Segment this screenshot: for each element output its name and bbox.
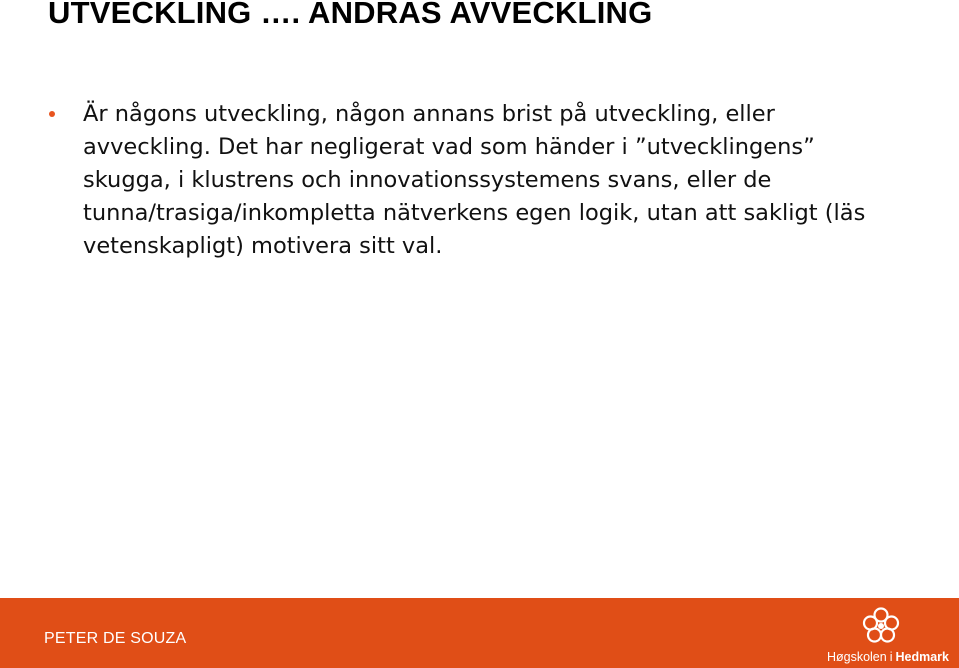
institution-logo xyxy=(819,606,949,666)
logo-text-separator: i xyxy=(889,650,893,664)
logo-text-regular: Høgskolen xyxy=(826,650,887,664)
slide-title: UTVECKLING …. ANDRAS AVVECKLING xyxy=(48,0,653,30)
logo-wordmark xyxy=(827,650,949,664)
logo-text-bold: Hedmark xyxy=(895,650,949,664)
knot-icon xyxy=(861,606,901,646)
presenter-name: PETER DE SOUZA xyxy=(44,630,187,647)
bullet-dot-icon xyxy=(49,111,55,117)
bullet-text: Är någons utveckling, någon annans brist på utveckling, eller avveckling. Det har negligerat vad som händer i ”utvecklingens” skugga, i klustrens och innovationssystemens svans, eller de tunna/trasiga/inkompletta nätverkens egen logik, utan att sakligt (läs vetenskapligt) motivera sitt val. xyxy=(83,101,866,259)
bullet-list xyxy=(48,98,908,263)
footer-bar xyxy=(0,598,959,668)
bullet-item xyxy=(48,98,908,263)
